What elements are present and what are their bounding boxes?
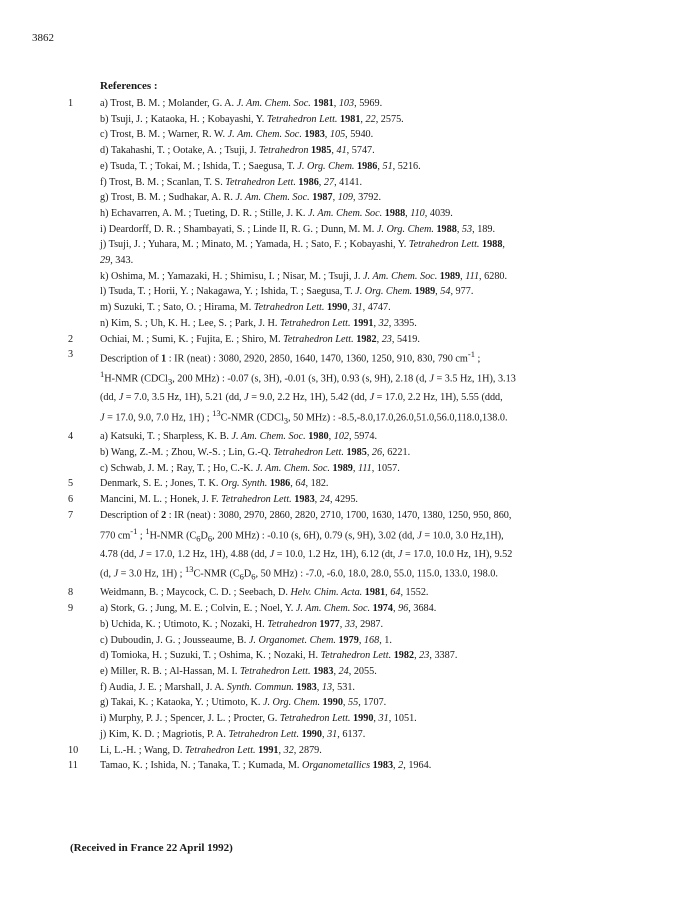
reference-line: l) Tsuda, T. ; Horii, Y. ; Nakagawa, Y. ; Ishida, T. ; Saegusa, T. J. Org. Chem. 1989, 54, 977. xyxy=(100,286,474,298)
reference-line: j) Kim, K. D. ; Magriotis, P. A. Tetrahedron Lett. 1990, 31, 6137. xyxy=(100,728,366,740)
reference-number: 2 xyxy=(68,333,74,345)
reference-number: 7 xyxy=(68,509,74,521)
reference-text xyxy=(100,347,652,429)
reference-line: 770 $cm^{-1}$ ; $^1$H-NMR ($C_6D_6$, 200 MHz) : -0.10 (s, 6H), 0.79 (s, 9H), 3.02 (dd, J = 10.0, 3.0 Hz,1H), xyxy=(100,525,504,543)
reference-line: Denmark, S. E. ; Jones, T. K. Org. Synth. 1986, 64, 182. xyxy=(100,478,329,490)
reference-line: d) Tomioka, H. ; Suzuki, T. ; Oshima, K. ; Nozaki, H. Tetrahedron Lett. 1982, 23, 3387. xyxy=(100,650,458,662)
reference-entry xyxy=(62,476,652,492)
reference-line: g) Trost, B. M. ; Sudhakar, A. R. J. Am. Chem. Soc. 1987, 109, 3792. xyxy=(100,192,381,204)
reference-line: 29, 343. xyxy=(100,255,134,267)
reference-line: Tamao, K. ; Ishida, N. ; Tanaka, T. ; Kumada, M. Organometallics 1983, 2, 1964. xyxy=(100,760,432,772)
reference-line: Description of 1 : IR (neat) : 3080, 2920, 2850, 1640, 1470, 1360, 1250, 910, 830, 790 $cm^{-1}$ ; xyxy=(100,349,481,365)
reference-line: e) Tsuda, T. ; Tokai, M. ; Ishida, T. ; Saegusa, T. J. Org. Chem. 1986, 51, 5216. xyxy=(100,160,421,172)
reference-line: b) Tsuji, J. ; Kataoka, H. ; Kobayashi, Y. Tetrahedron Lett. 1981, 22, 2575. xyxy=(100,113,404,125)
reference-text xyxy=(100,429,652,476)
reference-line: n) Kim, S. ; Uh, K. H. ; Lee, S. ; Park, J. H. Tetrahedron Lett. 1991, 32, 3395. xyxy=(100,317,417,329)
reference-text xyxy=(100,476,652,492)
reference-line: c) Duboudin, J. G. ; Jousseaume, B. J. Organomet. Chem. 1979, 168, 1. xyxy=(100,634,392,646)
reference-number: 11 xyxy=(68,760,78,772)
reference-line: $^1$H-NMR (CDCl$_3$, 200 MHz) : -0.07 (s, 3H), -0.01 (s, 3H), 0.93 (s, 9H), 2.18 (d, J = 3.5 Hz, 1H), 3.13 xyxy=(100,369,516,387)
reference-entry xyxy=(62,758,652,774)
reference-text xyxy=(100,508,652,586)
reference-entry xyxy=(62,332,652,348)
reference-number: 9 xyxy=(68,603,74,615)
reference-text xyxy=(100,96,652,332)
reference-line: i) Deardorff, D. R. ; Shambayati, S. ; Linde II, R. G. ; Dunn, M. M. J. Org. Chem. 1988, 53, 189. xyxy=(100,223,496,235)
reference-line: b) Uchida, K. ; Utimoto, K. ; Nozaki, H. Tetrahedron 1977, 33, 2987. xyxy=(100,618,384,630)
reference-entry xyxy=(62,743,652,759)
reference-line: 4.78 (dd, J = 17.0, 1.2 Hz, 1H), 4.88 (dd, J = 10.0, 1.2 Hz, 1H), 6.12 (dt, J = 17.0, 10.0 Hz, 1H), 9.52 xyxy=(100,548,513,560)
reference-text xyxy=(100,492,652,508)
reference-line: Weidmann, B. ; Maycock, C. D. ; Seebach, D. Helv. Chim. Acta. 1981, 64, 1552. xyxy=(100,587,429,599)
reference-line: Ochiai, M. ; Sumi, K. ; Fujita, E. ; Shiro, M. Tetrahedron Lett. 1982, 23, 5419. xyxy=(100,333,420,345)
reference-entry xyxy=(62,508,652,586)
reference-text xyxy=(100,743,652,759)
reference-number: 8 xyxy=(68,587,74,599)
reference-line: h) Echavarren, A. M. ; Tueting, D. R. ; Stille, J. K. J. Am. Chem. Soc. 1988, 110, 4039. xyxy=(100,207,453,219)
reference-line: m) Suzuki, T. ; Sato, O. ; Hirama, M. Tetrahedron Lett. 1990, 31, 4747. xyxy=(100,302,391,314)
received-note: (Received in France 22 April 1992) xyxy=(70,842,233,854)
reference-line: c) Schwab, J. M. ; Ray, T. ; Ho, C.-K. J. Am. Chem. Soc. 1989, 111, 1057. xyxy=(100,462,400,474)
reference-list xyxy=(62,96,652,774)
reference-line: a) Stork, G. ; Jung, M. E. ; Colvin, E. ; Noel, Y. J. Am. Chem. Soc. 1974, 96, 3684. xyxy=(100,603,437,615)
reference-entry xyxy=(62,96,652,332)
reference-number: 1 xyxy=(68,98,74,109)
reference-line: (dd, J = 7.0, 3.5 Hz, 1H), 5.21 (dd, J = 9.0, 2.2 Hz, 1H), 5.42 (dd, J = 17.0, 2.2 Hz, 1H), 5.55 (ddd, xyxy=(100,392,503,404)
reference-line: i) Murphy, P. J. ; Spencer, J. L. ; Procter, G. Tetrahedron Lett. 1990, 31, 1051. xyxy=(100,713,417,725)
reference-entry xyxy=(62,429,652,476)
reference-text xyxy=(100,601,652,742)
reference-line: c) Trost, B. M. ; Warner, R. W. J. Am. Chem. Soc. 1983, 105, 5940. xyxy=(100,129,374,141)
reference-entry xyxy=(62,347,652,429)
reference-line: b) Wang, Z.-M. ; Zhou, W.-S. ; Lin, G.-Q. Tetrahedron Lett. 1985, 26, 6221. xyxy=(100,447,411,458)
reference-line: d) Takahashi, T. ; Ootake, A. ; Tsuji, J. Tetrahedron 1985, 41, 5747. xyxy=(100,145,375,157)
reference-text xyxy=(100,758,652,774)
reference-line: Description of 2 : IR (neat) : 3080, 2970, 2860, 2820, 2710, 1700, 1630, 1470, 1380, 1250, 950, 860, xyxy=(100,509,512,521)
reference-line: a) Trost, B. M. ; Molander, G. A. J. Am. Chem. Soc. 1981, 103, 5969. xyxy=(100,98,383,109)
reference-line: Li, L.-H. ; Wang, D. Tetrahedron Lett. 1991, 32, 2879. xyxy=(100,744,322,756)
reference-number: 4 xyxy=(68,431,74,443)
reference-line: g) Takai, K. ; Kataoka, Y. ; Utimoto, K. J. Org. Chem. 1990, 55, 1707. xyxy=(100,697,387,709)
reference-line: Mancini, M. L. ; Honek, J. F. Tetrahedron Lett. 1983, 24, 4295. xyxy=(100,494,358,506)
reference-number: 6 xyxy=(68,494,74,506)
reference-text xyxy=(100,585,652,601)
reference-line: f) Trost, B. M. ; Scanlan, T. S. Tetrahedron Lett. 1986, 27, 4141. xyxy=(100,176,363,188)
reference-line: k) Oshima, M. ; Yamazaki, H. ; Shimisu, I. ; Nisar, M. ; Tsuji, J. J. Am. Chem. Soc. 1989, 111, 6280. xyxy=(100,270,508,282)
reference-line: f) Audia, J. E. ; Marshall, J. A. Synth. Commun. 1983, 13, 531. xyxy=(100,681,355,693)
reference-line: j) Tsuji, J. ; Yuhara, M. ; Minato, M. ; Yamada, H. ; Sato, F. ; Kobayashi, Y. Tetrahedron Lett. 1988, xyxy=(100,239,505,251)
reference-line: (d, J = 3.0 Hz, 1H) ; $^{13}$C-NMR ($C_6D_6$, 50 MHz) : -7.0, -6.0, 18.0, 28.0, 55.0, 115.0, 133.0, 198.0. xyxy=(100,564,498,582)
reference-line: e) Miller, R. B. ; Al-Hassan, M. I. Tetrahedron Lett. 1983, 24, 2055. xyxy=(100,665,377,677)
reference-number: 5 xyxy=(68,478,74,490)
reference-entry xyxy=(62,492,652,508)
references-heading: References : xyxy=(100,80,158,92)
reference-line: a) Katsuki, T. ; Sharpless, K. B. J. Am. Chem. Soc. 1980, 102, 5974. xyxy=(100,431,378,443)
page-number: 3862 xyxy=(32,32,54,44)
reference-number: 10 xyxy=(68,744,79,756)
reference-number: 3 xyxy=(68,349,74,361)
reference-line: J = 17.0, 9.0, 7.0 Hz, 1H) ; $^{13}$C-NMR (CDCl$_3$, 50 MHz) : -8.5,-8.0,17.0,26.0,51.0,56.0,118.0,138.0. xyxy=(100,408,508,426)
reference-entry xyxy=(62,601,652,742)
reference-text xyxy=(100,332,652,348)
reference-entry xyxy=(62,585,652,601)
